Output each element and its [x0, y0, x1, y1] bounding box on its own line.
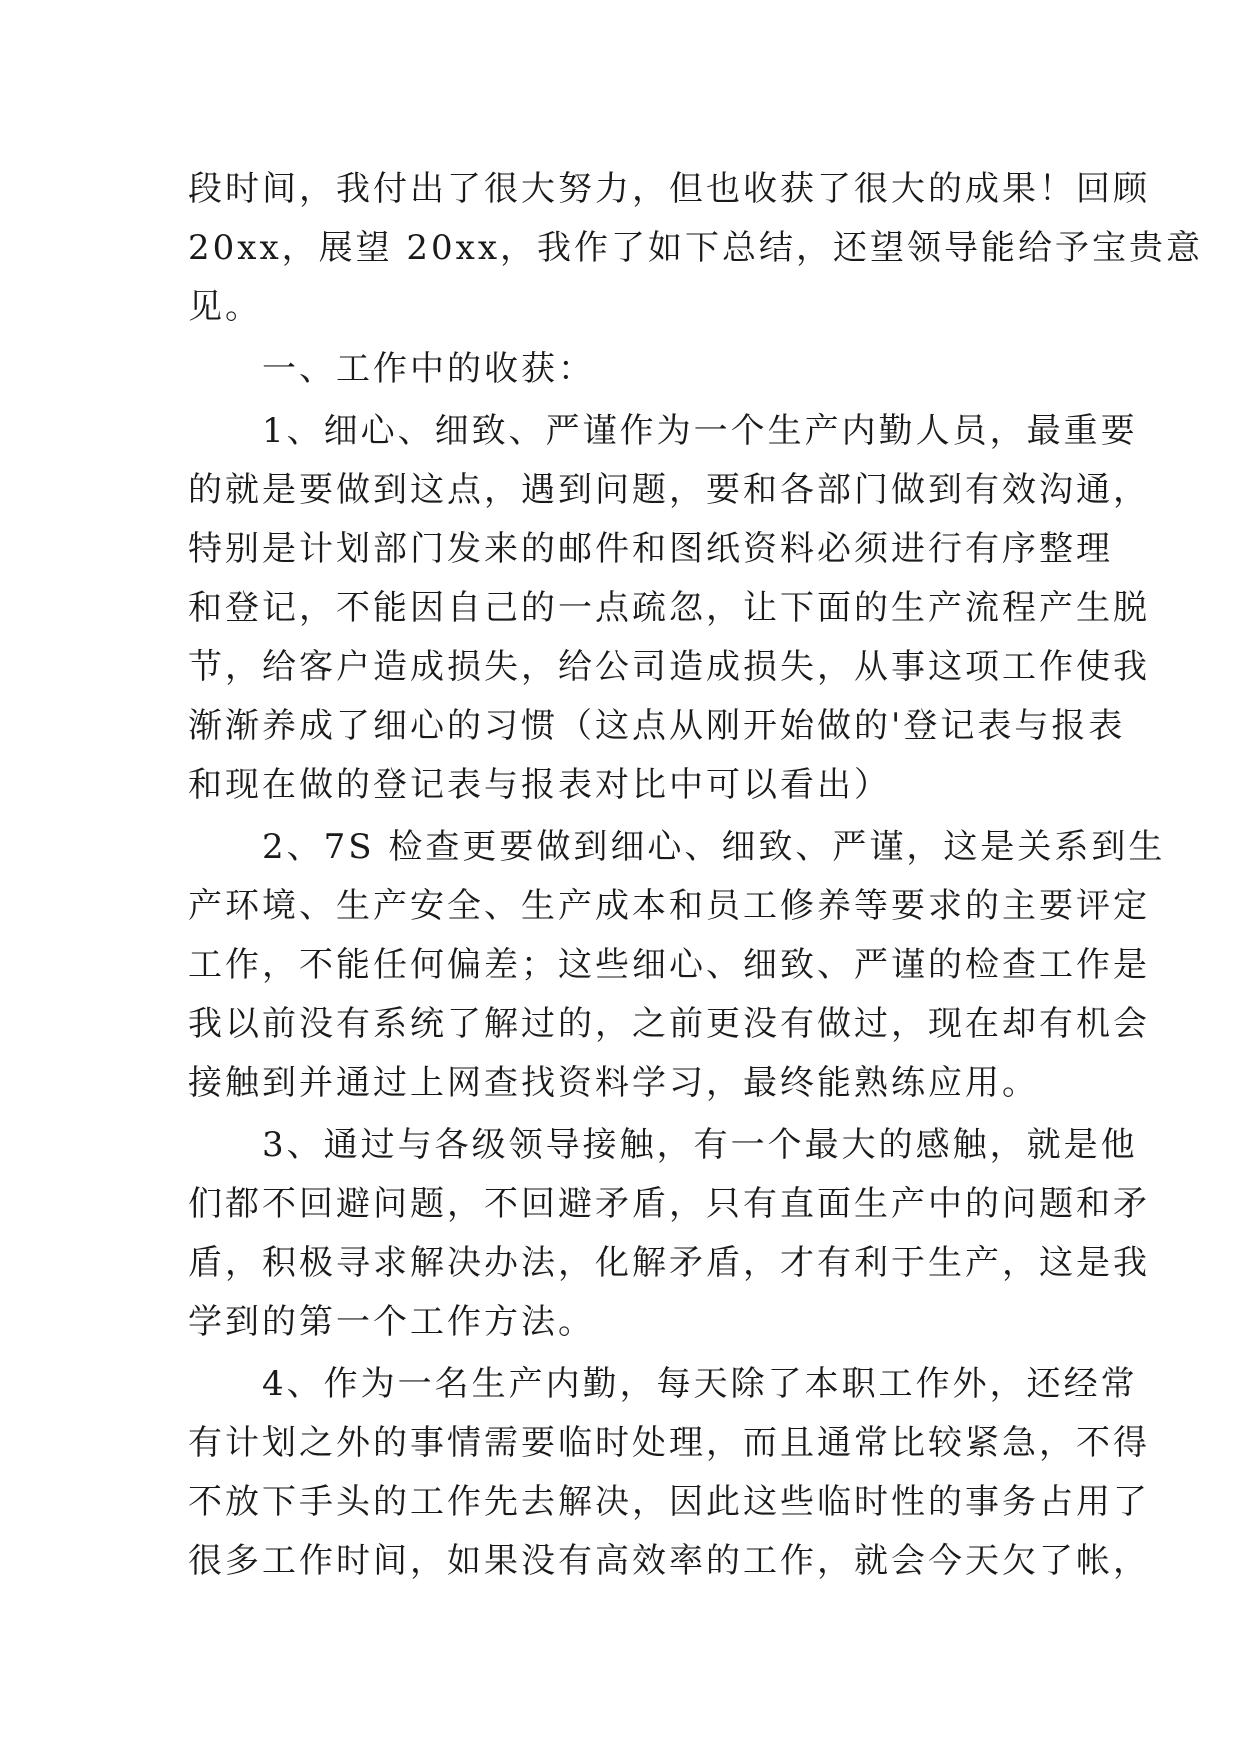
text-line: 渐渐养成了细心的习惯（这点从刚开始做的'登记表与报表	[188, 706, 1126, 746]
text-line: 们都不回避问题，不回避矛盾，只有直面生产中的问题和矛	[188, 1184, 1150, 1224]
section-heading: 一、工作中的收获：	[188, 349, 595, 389]
text-line: 20xx，展望 20xx，我作了如下总结，还望领导能给予宝贵意	[188, 228, 1204, 268]
text-line: 特别是计划部门发来的邮件和图纸资料必须进行有序整理	[188, 529, 1113, 569]
text-line: 学到的第一个工作方法。	[188, 1302, 595, 1342]
text-line: 不放下手头的工作先去解决，因此这些临时性的事务占用了	[188, 1482, 1150, 1522]
text-line: 的就是要做到这点，遇到问题，要和各部门做到有效沟通，	[188, 470, 1150, 510]
text-line: 4、作为一名生产内勤，每天除了本职工作外，还经常	[188, 1364, 1138, 1404]
text-line: 2、7S 检查更要做到细心、细致、严谨，这是关系到生	[188, 827, 1166, 867]
text-line: 很多工作时间，如果没有高效率的工作，就会今天欠了帐，	[188, 1541, 1150, 1581]
text-line: 3、通过与各级领导接触，有一个最大的感触，就是他	[188, 1125, 1138, 1165]
text-line: 和现在做的登记表与报表对比中可以看出）	[188, 765, 891, 805]
text-line: 工作，不能任何偏差；这些细心、细致、严谨的检查工作是	[188, 945, 1150, 985]
text-line: 1、细心、细致、严谨作为一个生产内勤人员，最重要	[188, 411, 1138, 451]
text-line: 接触到并通过上网查找资料学习，最终能熟练应用。	[188, 1063, 1039, 1103]
text-line: 有计划之外的事情需要临时处理，而且通常比较紧急，不得	[188, 1423, 1150, 1463]
text-line: 产环境、生产安全、生产成本和员工修养等要求的主要评定	[188, 886, 1150, 926]
document-body	[188, 160, 1204, 1591]
text-line: 和登记，不能因自己的一点疏忽，让下面的生产流程产生脱	[188, 588, 1150, 628]
text-line: 见。	[188, 287, 262, 327]
text-line: 段时间，我付出了很大努力，但也收获了很大的成果！回顾	[188, 169, 1150, 209]
text-line: 盾，积极寻求解决办法，化解矛盾，才有利于生产，这是我	[188, 1243, 1150, 1283]
text-line: 我以前没有系统了解过的，之前更没有做过，现在却有机会	[188, 1004, 1150, 1044]
text-line: 节，给客户造成损失，给公司造成损失，从事这项工作使我	[188, 647, 1150, 687]
